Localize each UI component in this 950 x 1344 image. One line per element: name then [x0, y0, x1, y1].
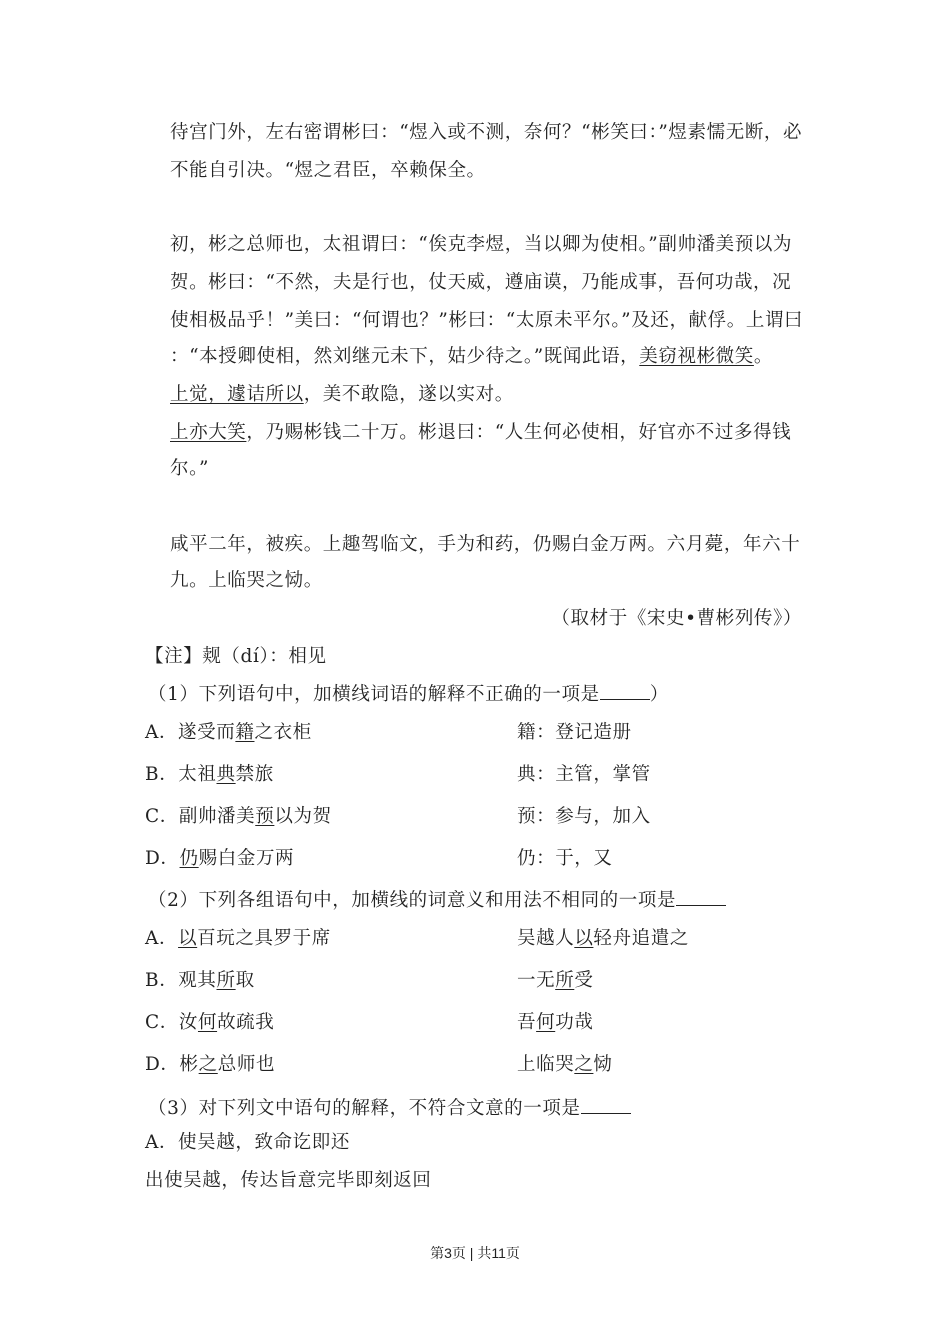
text-segment: 赐白金万两 — [198, 848, 295, 869]
question-2-option — [145, 1011, 594, 1035]
passage-line — [170, 533, 800, 557]
text-segment: 总师也 — [217, 1054, 276, 1075]
text-segment: 百玩之具罗于席 — [197, 928, 331, 949]
underlined-word: 上觉，遽诘所以 — [170, 384, 304, 405]
text-segment: 待宫门外，左右密谓彬曰：“煜入或不测，奈何？“彬笑曰：”煜素懦无断，必 — [170, 122, 803, 143]
answer-blank[interactable] — [676, 887, 726, 906]
text-segment: 一无 — [517, 970, 556, 991]
option-comparison — [517, 927, 689, 951]
text-segment: D．彬 — [145, 1054, 199, 1075]
annotation-note — [145, 645, 327, 669]
text-segment: 仍：于，又 — [517, 848, 613, 869]
option-comparison — [517, 969, 593, 993]
text-segment: ：“本授卿使相，然刘继元未下，姑少待之。”既闻此语， — [170, 346, 640, 367]
text-segment: 受 — [574, 970, 594, 991]
underlined-word: 预 — [255, 806, 275, 827]
text-segment: 取 — [235, 970, 255, 991]
text-segment: 使相极品乎！”美曰：“何谓也？”彬曰：“太原未平尔。”及还，献俘。上谓曰 — [170, 310, 804, 331]
text-segment: 不能自引决。“煜之君臣，卒赖保全。 — [170, 160, 486, 181]
text-segment: D． — [145, 848, 180, 869]
underlined-word: 典 — [216, 764, 236, 785]
passage-line — [170, 569, 323, 593]
question-3-stem — [148, 1095, 631, 1121]
text-segment: 上临哭 — [517, 1054, 575, 1075]
text-segment: 贺。彬曰：“不然，夫是行也，仗天威，遵庙谟，乃能成事，吾何功哉，况 — [170, 272, 792, 293]
text-segment: B．太祖 — [145, 764, 217, 785]
underlined-word: 籍 — [235, 722, 255, 743]
question-1-option — [145, 805, 651, 829]
option-comparison — [517, 1053, 613, 1077]
note-text: 【注】觌（dí）：相见 — [145, 646, 327, 667]
text-segment: 恸 — [593, 1054, 613, 1075]
question-2-option — [145, 1053, 613, 1077]
text-segment: 吴越人 — [517, 928, 575, 949]
text-segment: B．观其 — [145, 970, 217, 991]
underlined-word: 之 — [574, 1054, 594, 1075]
text-segment: 初，彬之总师也，太祖谓曰：“俟克李煜，当以卿为使相。”副帅潘美预以为 — [170, 234, 793, 255]
text-segment: 籍：登记造册 — [517, 722, 632, 743]
option-text: 出使吴越，传达旨意完毕即刻返回 — [145, 1170, 432, 1191]
underlined-word: 仍 — [179, 848, 199, 869]
underlined-word: 所 — [555, 970, 575, 991]
underlined-word: 上亦大笑 — [170, 422, 247, 443]
question-1-stem — [148, 681, 669, 707]
text-segment: 故疏我 — [217, 1012, 275, 1033]
question-2-option — [145, 969, 594, 993]
text-segment: 典：主管，掌管 — [517, 764, 651, 785]
question-3-option-a — [145, 1131, 350, 1155]
passage-line — [170, 271, 791, 295]
text-segment: 。 — [753, 346, 773, 367]
question-1-option — [145, 721, 632, 745]
option-explanation — [517, 721, 632, 745]
citation-text: （取材于《宋史•曹彬列传》） — [551, 608, 802, 629]
text-segment: A． — [145, 928, 179, 949]
underlined-word: 美窃视彬微笑 — [639, 346, 754, 367]
text-segment: 尔。” — [170, 458, 210, 479]
text-segment: 禁旅 — [235, 764, 274, 785]
question-2-stem — [148, 887, 726, 913]
text-segment: 吾 — [517, 1012, 537, 1033]
option-explanation — [517, 847, 613, 871]
text-segment: 咸平二年，被疾。上趣驾临文，手为和药，仍赐白金万两。六月薨，年六十 — [170, 534, 801, 555]
text-segment: C．汝 — [145, 1012, 198, 1033]
text-segment: C．副帅潘美 — [145, 806, 256, 827]
stem-text: （2）下列各组语句中，加横线的词意义和用法不相同的一项是 — [148, 890, 677, 911]
text-segment: 九。上临哭之恸。 — [170, 570, 323, 591]
text-segment: 预：参与，加入 — [517, 806, 651, 827]
passage-line — [170, 233, 792, 257]
option-explanation — [517, 763, 651, 787]
stem-text: （3）对下列文中语句的解释，不符合文意的一项是 — [148, 1098, 581, 1119]
text-segment: 以为贺 — [274, 806, 332, 827]
option-explanation — [517, 805, 651, 829]
text-segment: 功哉 — [555, 1012, 594, 1033]
text-segment: ，美不敢隐，遂以实对。 — [303, 384, 514, 405]
underlined-word: 何 — [197, 1012, 218, 1033]
passage-line — [170, 121, 802, 145]
option-text: A．使吴越，致命讫即还 — [145, 1132, 350, 1153]
option-comparison — [517, 1011, 593, 1035]
underlined-word: 何 — [536, 1012, 556, 1033]
text-segment: 之衣柜 — [254, 722, 312, 743]
passage-line — [170, 345, 773, 369]
passage-line — [170, 457, 209, 481]
passage-line — [170, 421, 791, 445]
passage-line — [170, 159, 486, 183]
underlined-word: 所 — [216, 970, 236, 991]
question-2-option — [145, 927, 689, 951]
text-segment: 轻舟追遣之 — [593, 928, 689, 949]
passage-line — [170, 383, 514, 407]
answer-blank[interactable] — [600, 681, 650, 700]
question-1-option — [145, 847, 613, 871]
question-3-explanation — [145, 1169, 432, 1193]
stem-end: ） — [649, 684, 669, 705]
passage-line — [170, 309, 803, 333]
page-footer: 第3页 | 共11页 — [430, 1245, 520, 1261]
stem-text: （1）下列语句中，加横线词语的解释不正确的一项是 — [148, 684, 600, 705]
answer-blank[interactable] — [581, 1095, 631, 1114]
citation — [551, 607, 802, 631]
text-segment: ，乃赐彬钱二十万。彬退曰：“人生何必使相，好官亦不过多得钱 — [246, 422, 792, 443]
underlined-word: 以 — [574, 928, 594, 949]
question-1-option — [145, 763, 651, 787]
text-segment: A．遂受而 — [145, 722, 236, 743]
underlined-word: 之 — [198, 1054, 218, 1075]
underlined-word: 以 — [178, 928, 198, 949]
